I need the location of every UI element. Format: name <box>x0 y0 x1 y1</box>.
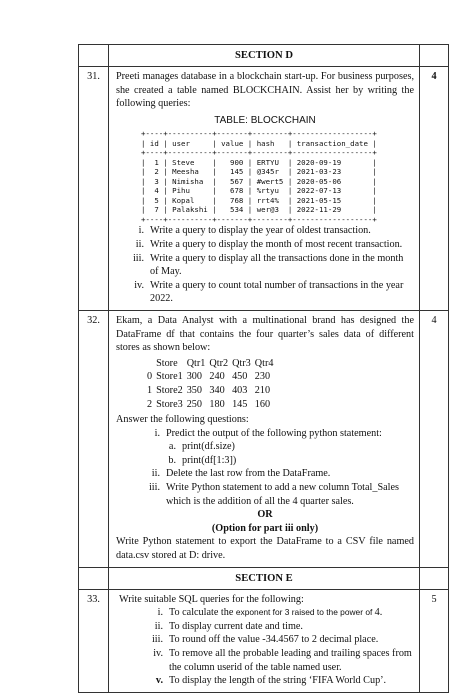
export-statement: Write Python statement to export the DataFrame to a CSV file named data.csv stored at D: drive. <box>116 536 414 562</box>
empty-cell <box>420 567 449 589</box>
section-d-row <box>79 45 449 67</box>
question-table <box>78 44 449 693</box>
table-row: 2 Store3 250 180 145 160 <box>147 398 271 410</box>
question-31-items <box>116 224 414 306</box>
question-33-row <box>79 589 449 692</box>
list-item: iii. To round off the value -34.4567 to 2 decimal place. <box>151 634 379 646</box>
section-e-heading: SECTION E <box>109 567 420 589</box>
list-item: ii. To display current date and time. <box>154 620 303 632</box>
question-32-items <box>116 427 414 509</box>
question-32-body <box>109 310 420 567</box>
question-32-intro: Ekam, a Data Analyst with a multinational brand has designed the DataFrame df that contains the four quarter’s sales data of different stores as shown below: <box>116 314 414 354</box>
question-31-intro: Preeti manages database in a blockchain start-up. For business purposes, she created a table named BLOCKCHAIN. Assist her by writing the following queries: <box>116 71 414 110</box>
question-marks: 4 <box>420 67 449 311</box>
list-item: iv. Write a query to count total number of transactions in the year 2022. <box>134 279 404 305</box>
table-row: Store Qtr1 Qtr2 Qtr3 Qtr4 <box>156 357 274 369</box>
list-item: i. To calculate the exponent for 3 raised to the power of 4. <box>157 607 383 619</box>
list-item: ii. Write a query to display the month of most recent transaction. <box>135 238 403 250</box>
section-d-heading: SECTION D <box>109 45 420 67</box>
list-item: i. Predict the output of the following python statement: <box>154 427 382 439</box>
question-32-row <box>79 310 449 567</box>
list-item: ii. Delete the last row from the DataFrame. <box>151 468 331 480</box>
list-item: a. print(df.size) <box>168 441 235 453</box>
table-row: 0 Store1 300 240 450 230 <box>147 371 271 383</box>
list-item: iv. To remove all the probable leading and trailing spaces from the column userid of the table named user. <box>153 648 412 673</box>
question-marks: 4 <box>420 310 449 567</box>
question-33-items <box>119 606 414 688</box>
section-e-row <box>79 567 449 589</box>
list-item: iii. Write Python statement to add a new column Total_Sales which is the addition of all the 4 quarter sales. <box>148 482 399 507</box>
question-marks: 5 <box>420 589 449 692</box>
table-row: 1 Store2 350 340 403 210 <box>147 384 271 396</box>
blockchain-table-title: TABLE: BLOCKCHAIN <box>214 114 316 126</box>
list-item: v. To display the length of the string ‘FIFA World Cup’. <box>155 675 387 687</box>
empty-cell <box>79 567 109 589</box>
option-note: (Option for part iii only) <box>211 522 319 534</box>
blockchain-table: +----+----------+-------+--------+------------------+ | id | user | value | hash | transaction_date | +----+----------+-------+--------+------------------+ | 1 | Steve | 900 | ERTYU | 2020-09-19 | | 2 | Meesha | 145 | @345r | 2021-03-23 | | 3 | Nimisha | 567 | #wert5 | 2020-05-06 | | 4 | Pihu | 678 | %rtyu | 2022-07-13 | | 5 | Kopal | 768 | rrt4% | 2021-05-15 | | 7 | Palakshi | 534 | wer@3 | 2022-11-29 | +----+----------+-------+--------+------------------+ <box>141 129 377 224</box>
list-item: i. Write a query to display the year of oldest transaction. <box>138 225 371 237</box>
or-divider: OR <box>257 509 273 521</box>
question-33-body <box>109 589 420 692</box>
empty-cell <box>79 45 109 67</box>
question-number: 31. <box>79 67 109 311</box>
question-number: 33. <box>79 589 109 692</box>
answer-label: Answer the following questions: <box>116 414 249 426</box>
dataframe-table <box>147 357 277 411</box>
empty-cell <box>420 45 449 67</box>
question-31-body <box>109 67 420 311</box>
list-item: b. print(df[1:3]) <box>168 454 237 466</box>
question-31-row <box>79 67 449 311</box>
question-33-intro: Write suitable SQL queries for the following: <box>119 593 304 605</box>
list-item: iii. Write a query to display all the transactions done in the month of May. <box>132 252 404 278</box>
question-number: 32. <box>79 310 109 567</box>
